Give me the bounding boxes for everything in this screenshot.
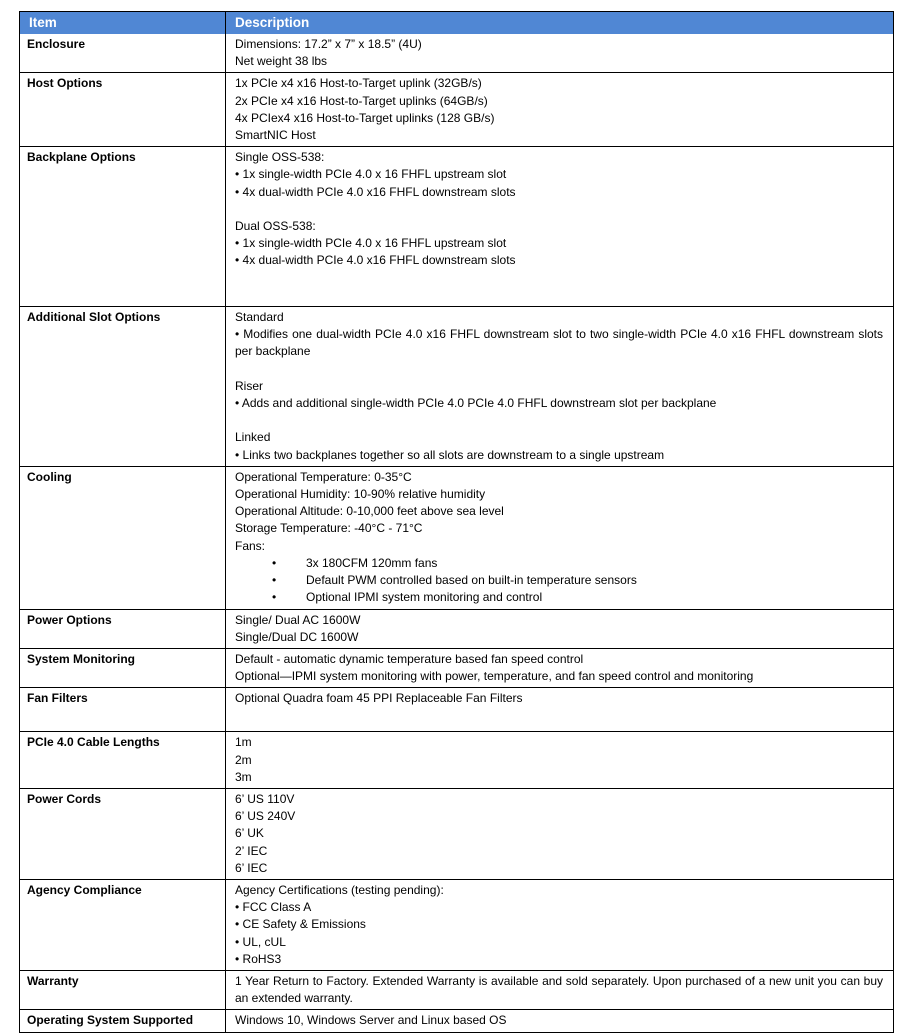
table-row	[20, 306, 893, 466]
description-line: 3m	[235, 769, 252, 784]
description-line: SmartNIC Host	[235, 128, 316, 143]
item-cell: Fan Filters	[27, 691, 88, 706]
description-line: Agency Certifications (testing pending):	[235, 882, 444, 897]
description-cell	[225, 880, 893, 970]
description-line: • FCC Class A	[235, 900, 312, 915]
description-line: Linked	[235, 430, 271, 445]
description-line: Standard	[235, 310, 284, 325]
item-cell: Warranty	[27, 973, 79, 988]
description-line: Single/ Dual AC 1600W	[235, 612, 361, 627]
description-line: Default PWM controlled based on built-in temperature sensors	[306, 573, 637, 588]
description-cell	[225, 610, 893, 648]
description-line: Single OSS-538:	[235, 150, 325, 165]
table-row	[20, 146, 893, 306]
table-row	[20, 879, 893, 970]
blank-line	[235, 270, 883, 287]
item-cell: Enclosure	[27, 37, 86, 51]
description-line: Single/Dual DC 1600W	[235, 629, 359, 644]
description-cell	[225, 73, 893, 146]
description-line: • 1x single-width PCIe 4.0 x 16 FHFL upstream slot	[235, 236, 507, 251]
description-line: Dimensions: 17.2” x 7” x 18.5” (4U)	[235, 37, 422, 51]
description-line: Net weight 38 lbs	[235, 54, 328, 69]
column-header-description: Description	[225, 12, 893, 34]
description-line: Operational Altitude: 0-10,000 feet above sea level	[235, 504, 504, 519]
description-line: 3x 180CFM 120mm fans	[306, 555, 438, 570]
description-line: Fans:	[235, 538, 266, 553]
item-cell: Operating System Supported	[27, 1013, 194, 1028]
description-line: Operational Temperature: 0-35°C	[235, 469, 412, 484]
table-row	[20, 609, 893, 648]
table-row	[20, 687, 893, 731]
description-line: • CE Safety & Emissions	[235, 917, 366, 932]
description-line: 1x PCIe x4 x16 Host-to-Target uplink (32GB/s)	[235, 76, 482, 91]
blank-line	[235, 287, 883, 304]
description-line: Default - automatic dynamic temperature based fan speed control	[235, 651, 584, 666]
description-line: 4x PCIex4 x16 Host-to-Target uplinks (128 GB/s)	[235, 110, 495, 125]
item-cell: Power Options	[27, 612, 112, 627]
description-cell	[225, 307, 893, 466]
table-row	[20, 970, 893, 1009]
table-row	[20, 1009, 893, 1031]
description-cell	[225, 467, 893, 609]
description-line: 2x PCIe x4 x16 Host-to-Target uplinks (64GB/s)	[235, 93, 488, 108]
table-row	[20, 648, 893, 687]
description-line: Optional Quadra foam 45 PPI Replaceable Fan Filters	[235, 691, 523, 706]
item-cell: Backplane Options	[27, 150, 136, 165]
table-row	[20, 731, 893, 788]
description-line: • 4x dual-width PCIe 4.0 x16 FHFL downstream slots	[235, 253, 516, 268]
table-row	[20, 788, 893, 879]
description-cell	[225, 789, 893, 879]
description-line: 2’ IEC	[235, 843, 268, 858]
description-line: Windows 10, Windows Server and Linux based OS	[235, 1013, 507, 1028]
column-header-item: Item	[29, 15, 57, 30]
description-cell	[225, 147, 893, 306]
item-cell: Agency Compliance	[27, 882, 142, 897]
description-line: • Links two backplanes together so all slots are downstream to a single upstream	[235, 447, 665, 462]
bullet-icon: •	[272, 590, 277, 605]
description-cell	[225, 732, 893, 788]
blank-line	[235, 361, 883, 378]
description-line: Riser	[235, 378, 264, 393]
blank-line	[235, 708, 883, 725]
bullet-icon: •	[272, 573, 277, 588]
table-header-row	[20, 12, 893, 34]
description-line: Dual OSS-538:	[235, 219, 316, 234]
spec-table	[19, 11, 894, 1033]
item-cell: Additional Slot Options	[27, 310, 161, 325]
blank-line	[235, 412, 883, 429]
table-row	[20, 72, 893, 146]
description-line: • 1x single-width PCIe 4.0 x 16 FHFL upstream slot	[235, 167, 507, 182]
description-line: • RoHS3	[235, 951, 282, 966]
description-line: 6’ UK	[235, 826, 264, 841]
item-cell: PCIe 4.0 Cable Lengths	[27, 735, 160, 750]
description-cell	[225, 971, 893, 1009]
description-cell	[225, 649, 893, 687]
table-body	[20, 34, 893, 1032]
description-line: 6’ US 240V	[235, 809, 296, 824]
description-line: 1m	[235, 735, 252, 750]
description-line: • Modifies one dual-width PCIe 4.0 x16 FHFL downstream slot to two single-width PCIe 4.0 x16 FHFL downstream slots per backplane	[235, 327, 883, 359]
table-row	[20, 466, 893, 609]
table-row	[20, 34, 893, 72]
description-line: 1 Year Return to Factory. Extended Warranty is available and sold separately. Upon purchased of a new unit you can buy an extended warranty.	[235, 973, 883, 1006]
bullet-icon: •	[272, 555, 277, 570]
item-cell: System Monitoring	[27, 651, 136, 666]
description-line: 2m	[235, 752, 252, 767]
item-cell: Cooling	[27, 469, 72, 484]
description-cell	[225, 1010, 893, 1031]
description-line: Operational Humidity: 10-90% relative humidity	[235, 487, 486, 502]
item-cell: Host Options	[27, 76, 103, 91]
description-line: • UL, cUL	[235, 934, 286, 949]
item-cell: Power Cords	[27, 791, 102, 806]
description-list-item	[235, 572, 883, 589]
description-line: 6’ US 110V	[235, 791, 295, 806]
description-line: 6’ IEC	[235, 860, 268, 875]
description-line: • 4x dual-width PCIe 4.0 x16 FHFL downstream slots	[235, 184, 516, 199]
description-list-item	[235, 589, 883, 606]
blank-line	[235, 201, 883, 218]
description-line: Optional IPMI system monitoring and control	[306, 590, 543, 605]
description-line: Storage Temperature: -40°C - 71°C	[235, 521, 423, 536]
description-line: • Adds and additional single-width PCIe 4.0 PCIe 4.0 FHFL downstream slot per backplane	[235, 396, 717, 411]
description-cell	[225, 688, 893, 731]
description-list-item	[235, 555, 883, 572]
description-line: Optional—IPMI system monitoring with power, temperature, and fan speed control and monitoring	[235, 669, 754, 684]
description-cell	[225, 34, 893, 72]
